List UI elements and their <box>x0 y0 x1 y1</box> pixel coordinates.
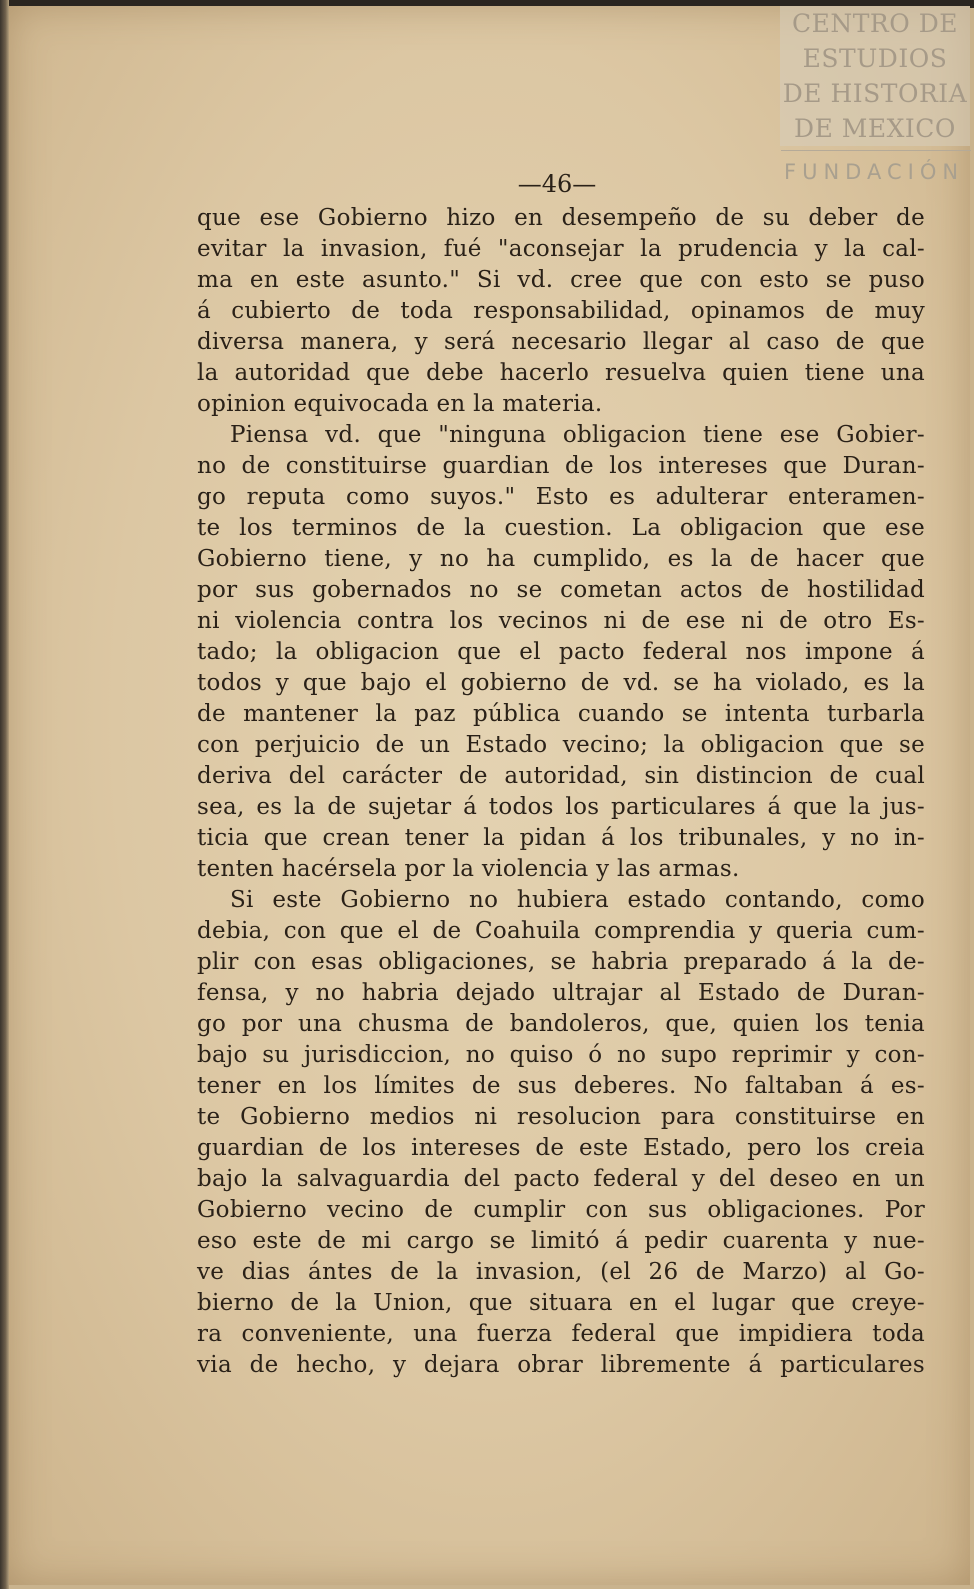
text-line: ra conveniente, una fuerza federal que impidiera toda <box>197 1321 925 1347</box>
stamp-line-2: ESTUDIOS <box>802 44 948 73</box>
text-line: via de hecho, y dejara obrar libremente á particulares <box>197 1352 925 1378</box>
text-line: Gobierno tiene, y no ha cumplido, es la de hacer que <box>197 546 925 572</box>
stamp-line-3: DE HISTORIA <box>782 79 968 108</box>
text-line: te Gobierno medios ni resolucion para constituirse en <box>197 1104 925 1130</box>
text-line: eso este de mi cargo se limitó á pedir cuarenta y nue- <box>197 1228 925 1254</box>
text-line: por sus gobernados no se cometan actos de hostilidad <box>197 577 925 603</box>
text-line: fensa, y no habria dejado ultrajar al Estado de Duran- <box>197 980 925 1006</box>
text-line: bajo la salvaguardia del pacto federal y del deseo en un <box>197 1166 925 1192</box>
text-line: plir con esas obligaciones, se habria preparado á la de- <box>197 949 925 975</box>
text-line: ve dias ántes de la invasion, (el 26 de Marzo) al Go- <box>197 1259 925 1285</box>
text-line: Gobierno vecino de cumplir con sus obligaciones. Por <box>197 1197 925 1223</box>
stamp-line-4: DE MEXICO <box>794 114 956 143</box>
text-line: Piensa vd. que "ninguna obligacion tiene ese Gobier- <box>230 422 925 448</box>
text-line: que ese Gobierno hizo en desempeño de su deber de <box>197 205 925 231</box>
text-line: deriva del carácter de autoridad, sin distincion de cual <box>197 763 925 789</box>
page-binding-edge <box>0 0 9 1589</box>
text-line: guardian de los intereses de este Estado, pero los creia <box>197 1135 925 1161</box>
text-line: bierno de la Union, que situara en el lugar que creye- <box>197 1290 925 1316</box>
text-line: tenten hacérsela por la violencia y las armas. <box>197 856 740 882</box>
text-line: la autoridad que debe hacerlo resuelva quien tiene una <box>197 360 925 386</box>
text-line: ticia que crean tener la pidan á los tribunales, y no in- <box>197 825 925 851</box>
text-line: á cubierto de toda responsabilidad, opinamos de muy <box>197 298 925 324</box>
text-line: no de constituirse guardian de los intereses que Duran- <box>197 453 925 479</box>
text-line: con perjuicio de un Estado vecino; la obligacion que se <box>197 732 925 758</box>
text-line: ma en este asunto." Si vd. cree que con esto se puso <box>197 267 925 293</box>
stamp-divider <box>781 150 971 151</box>
archive-stamp <box>780 6 970 146</box>
text-line: tener en los límites de sus deberes. No faltaban á es- <box>197 1073 925 1099</box>
page-number: —46— <box>517 170 597 198</box>
stamp-line-1: CENTRO DE <box>792 9 958 38</box>
text-line: debia, con que el de Coahuila comprendia y queria cum- <box>197 918 925 944</box>
text-line: go por una chusma de bandoleros, que, quien los tenia <box>197 1011 925 1037</box>
stamp-fundacion: FUNDACIÓN <box>784 160 965 184</box>
text-line: diversa manera, y será necesario llegar al caso de que <box>197 329 925 355</box>
text-line: tado; la obligacion que el pacto federal nos impone á <box>197 639 925 665</box>
text-line: te los terminos de la cuestion. La obligacion que ese <box>197 515 925 541</box>
text-line: sea, es la de sujetar á todos los particulares á que la jus- <box>197 794 925 820</box>
body-text <box>197 203 925 1381</box>
text-line: evitar la invasion, fué "aconsejar la prudencia y la cal- <box>197 236 925 262</box>
text-line: todos y que bajo el gobierno de vd. se ha violado, es la <box>197 670 925 696</box>
text-line: bajo su jurisdiccion, no quiso ó no supo reprimir y con- <box>197 1042 925 1068</box>
text-line: go reputa como suyos." Esto es adulterar enteramen- <box>197 484 925 510</box>
text-line: opinion equivocada en la materia. <box>197 391 603 417</box>
text-line: ni violencia contra los vecinos ni de ese ni de otro Es- <box>197 608 925 634</box>
text-line: de mantener la paz pública cuando se intenta turbarla <box>197 701 925 727</box>
text-line: Si este Gobierno no hubiera estado contando, como <box>230 887 925 913</box>
